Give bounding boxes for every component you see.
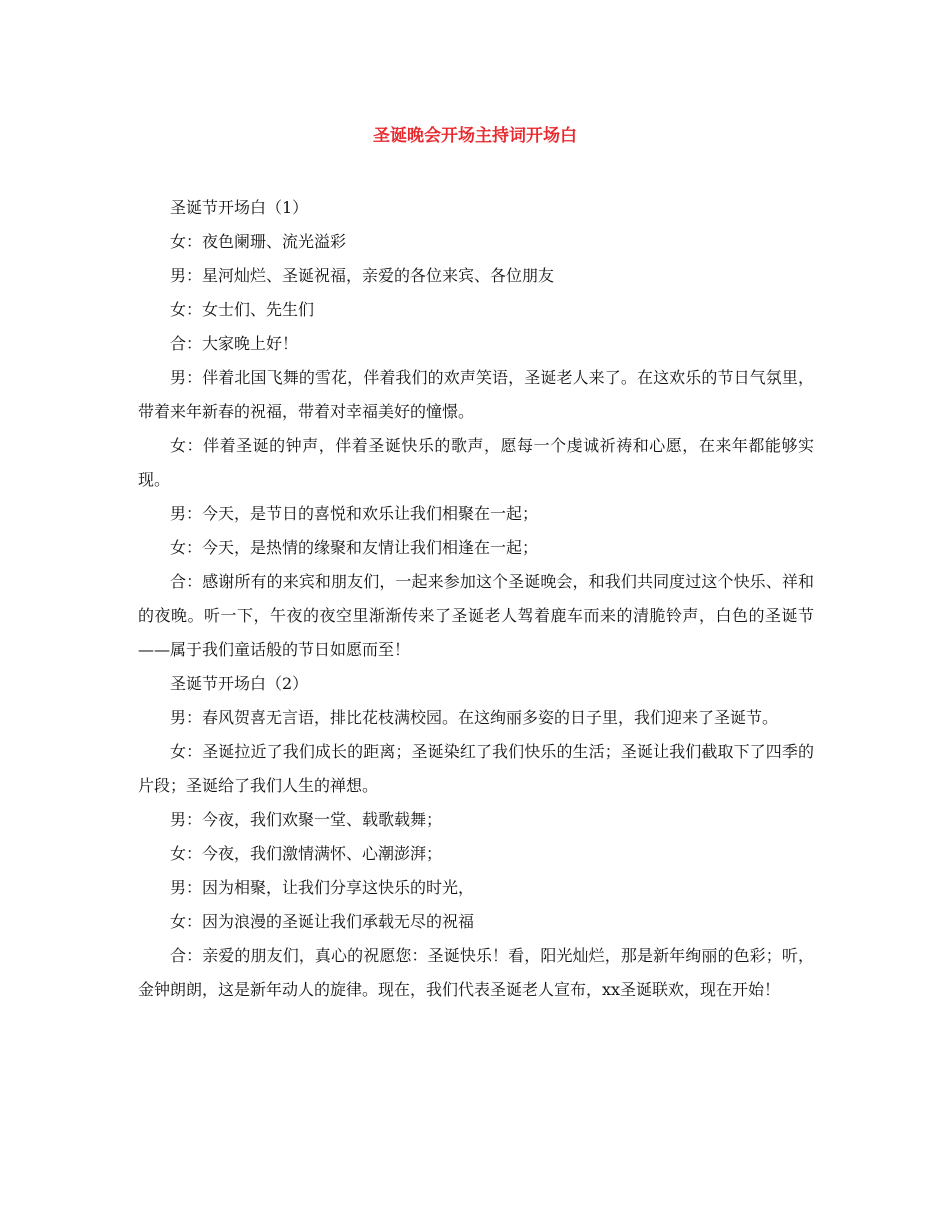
paragraph-dialogue: 男：因为相聚，让我们分享这快乐的时光， <box>170 878 475 897</box>
paragraph-dialogue: 男：春风贺喜无言语，排比花枝满校园。在这绚丽多姿的日子里，我们迎来了圣诞节。 <box>170 708 779 727</box>
paragraph-dialogue: 女：圣诞拉近了我们成长的距离；圣诞染红了我们快乐的生活；圣诞让我们截取下了四季的片段；圣诞给了我们人生的禅想。 <box>138 742 814 795</box>
paragraph-dialogue: 男：星河灿烂、圣诞祝福，亲爱的各位来宾、各位朋友 <box>170 266 555 285</box>
document-title: 圣诞晚会开场主持词开场白 <box>373 126 577 146</box>
paragraph-dialogue: 女：今夜，我们激情满怀、心潮澎湃； <box>170 844 443 863</box>
paragraph-dialogue: 女：今天，是热情的缘聚和友情让我们相逢在一起； <box>170 538 539 557</box>
paragraph-dialogue: 女：因为浪漫的圣诞让我们承载无尽的祝福 <box>170 912 475 931</box>
paragraph-dialogue: 男：今夜，我们欢聚一堂、载歌载舞； <box>170 810 443 829</box>
paragraph-section-heading-1: 圣诞节开场白（1） <box>170 198 309 217</box>
paragraph-dialogue: 女：伴着圣诞的钟声，伴着圣诞快乐的歌声，愿每一个虔诚祈祷和心愿，在来年都能够实现。 <box>138 436 814 489</box>
paragraph-dialogue: 男：今天，是节日的喜悦和欢乐让我们相聚在一起； <box>170 504 539 523</box>
document-body <box>138 191 814 1007</box>
paragraph-dialogue: 合：大家晚上好！ <box>170 334 299 353</box>
paragraph-dialogue: 男：伴着北国飞舞的雪花，伴着我们的欢声笑语，圣诞老人来了。在这欢乐的节日气氛里，带着来年新春的祝福，带着对幸福美好的憧憬。 <box>138 368 814 421</box>
paragraph-dialogue: 合：亲爱的朋友们，真心的祝愿您：圣诞快乐！看，阳光灿烂，那是新年绚丽的色彩；听，金钟朗朗，这是新年动人的旋律。现在，我们代表圣诞老人宣布，xx圣诞联欢，现在开始！ <box>138 946 814 999</box>
paragraph-section-heading-2: 圣诞节开场白（2） <box>170 674 309 693</box>
paragraph-dialogue: 女：夜色阑珊、流光溢彩 <box>170 232 347 251</box>
paragraph-dialogue: 合：感谢所有的来宾和朋友们，一起来参加这个圣诞晚会，和我们共同度过这个快乐、祥和的夜晚。听一下，午夜的夜空里渐渐传来了圣诞老人驾着鹿车而来的清脆铃声，白色的圣诞节——属于我们童话般的节日如愿而至！ <box>138 572 814 659</box>
paragraph-dialogue: 女：女士们、先生们 <box>170 300 315 319</box>
